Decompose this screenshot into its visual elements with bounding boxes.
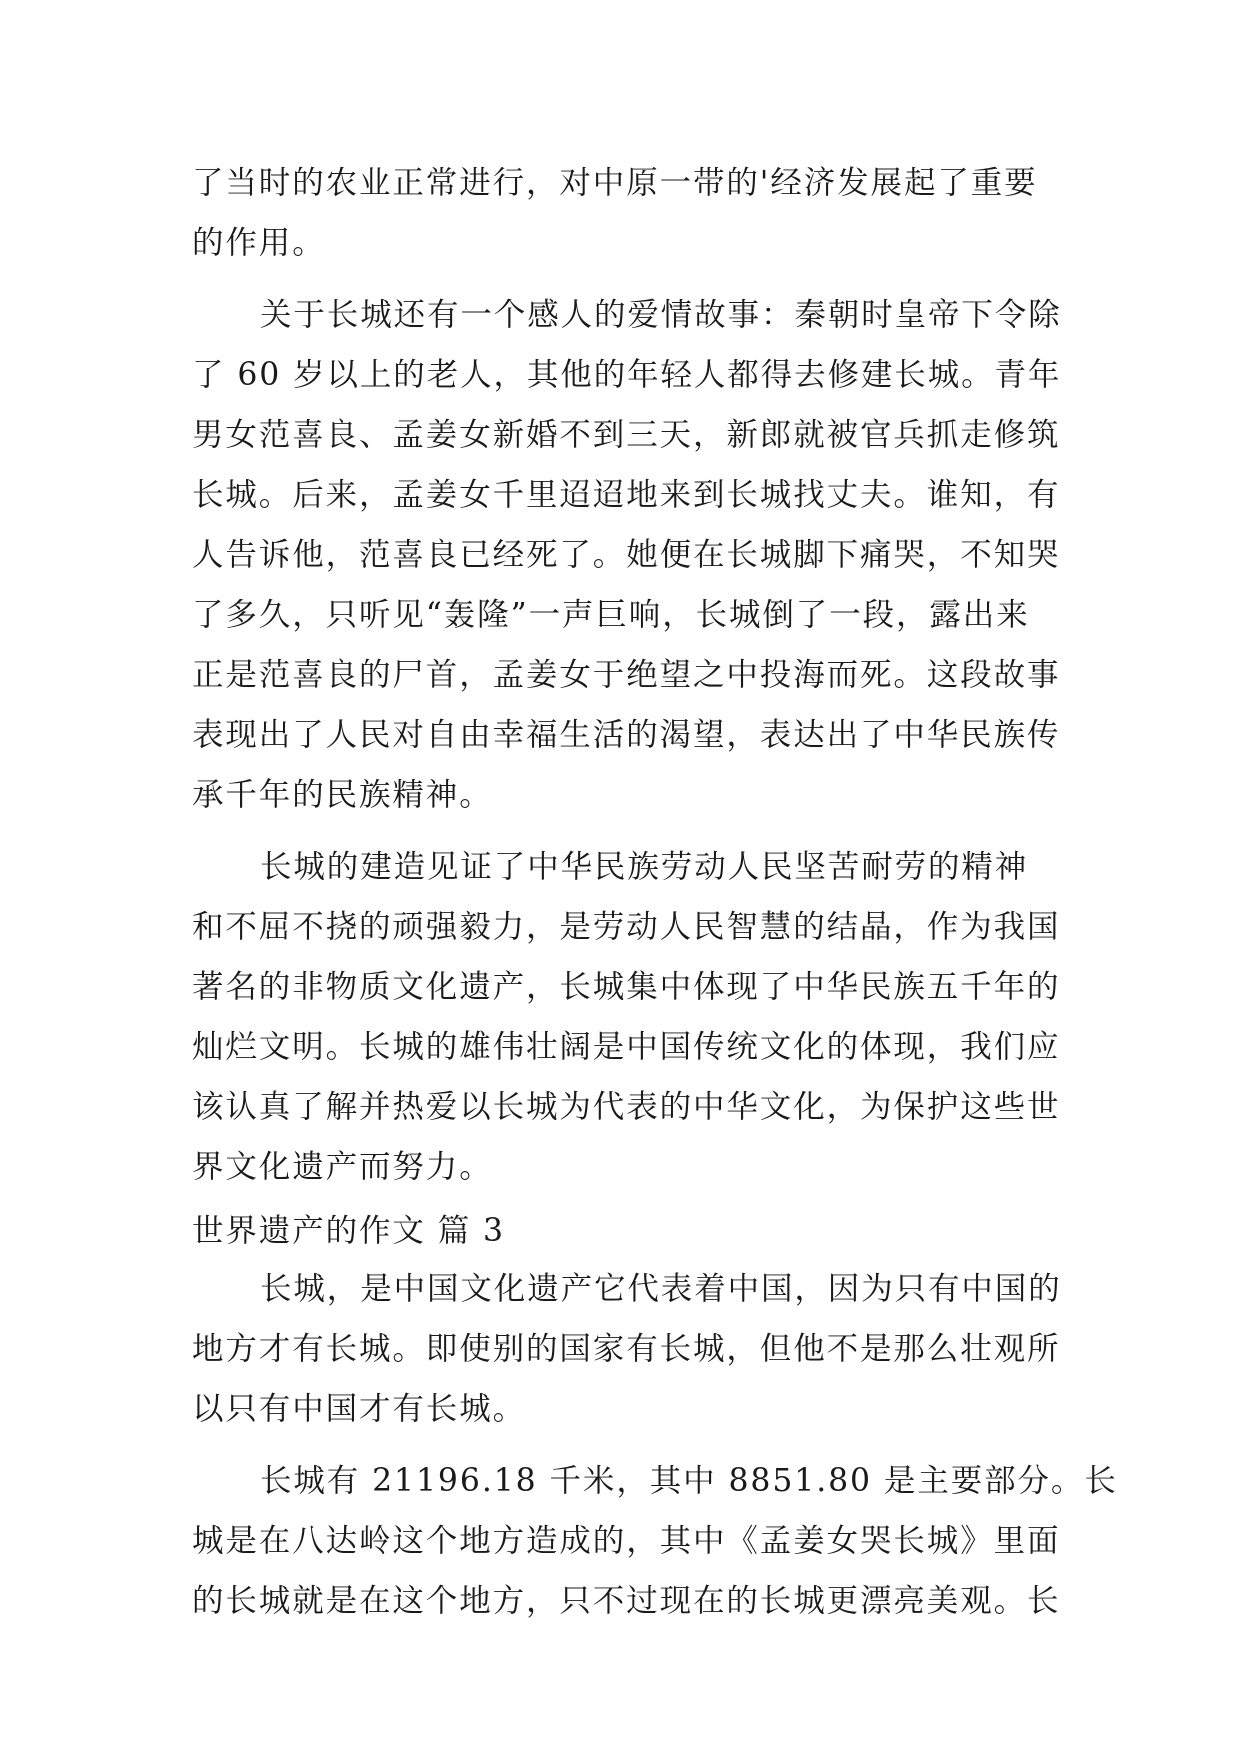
text-line: 城是在八达岭这个地方造成的，其中《孟姜女哭长城》里面 [192,1523,1061,1559]
text-line: 以只有中国才有长城。 [192,1391,527,1427]
text-line: 了当时的农业正常进行，对中原一带的'经济发展起了重要 [192,165,1038,201]
text-line: 长城，是中国文化遗产它代表着中国，因为只有中国的 [260,1271,1062,1307]
text-line: 长城的建造见证了中华民族劳动人民坚苦耐劳的精神 [260,849,1029,885]
text-line: 地方才有长城。即使别的国家有长城，但他不是那么壮观所 [192,1331,1061,1367]
paragraph-4 [192,1259,1062,1439]
text-line: 表现出了人民对自由幸福生活的渴望，表达出了中华民族传 [192,717,1061,753]
section-heading: 世界遗产的作文 篇 3 [192,1213,505,1249]
text-line: 承千年的民族精神。 [192,777,493,813]
text-line: 了 60 岁以上的老人，其他的年轻人都得去修建长城。青年 [192,357,1062,393]
text-line: 正是范喜良的尸首，孟姜女于绝望之中投海而死。这段故事 [192,657,1061,693]
text-line: 人告诉他，范喜良已经死了。她便在长城脚下痛哭，不知哭 [192,537,1061,573]
text-line: 长城。后来，孟姜女千里迢迢地来到长城找丈夫。谁知，有 [192,477,1061,513]
paragraph-5 [192,1451,1118,1631]
text-line: 了多久，只听见“轰隆”一声巨响，长城倒了一段，露出来 [192,597,1030,633]
paragraph-2 [192,285,1062,825]
text-line: 和不屈不挠的顽强毅力，是劳动人民智慧的结晶，作为我国 [192,909,1061,945]
document-body [192,153,1118,1631]
text-line: 著名的非物质文化遗产，长城集中体现了中华民族五千年的 [192,969,1061,1005]
paragraph-3 [192,837,1061,1197]
text-line: 灿烂文明。长城的雄伟壮阔是中国传统文化的体现，我们应 [192,1029,1061,1065]
text-line: 男女范喜良、孟姜女新婚不到三天，新郎就被官兵抓走修筑 [192,417,1061,453]
text-line: 界文化遗产而努力。 [192,1149,493,1185]
text-line: 关于长城还有一个感人的爱情故事：秦朝时皇帝下令除 [260,297,1062,333]
text-line: 该认真了解并热爱以长城为代表的中华文化，为保护这些世 [192,1089,1061,1125]
text-line: 长城有 21196.18 千米，其中 8851.80 是主要部分。长 [260,1463,1118,1499]
text-line: 的作用。 [192,225,326,261]
text-line: 的长城就是在这个地方，只不过现在的长城更漂亮美观。长 [192,1583,1061,1619]
paragraph-1 [192,153,1052,273]
